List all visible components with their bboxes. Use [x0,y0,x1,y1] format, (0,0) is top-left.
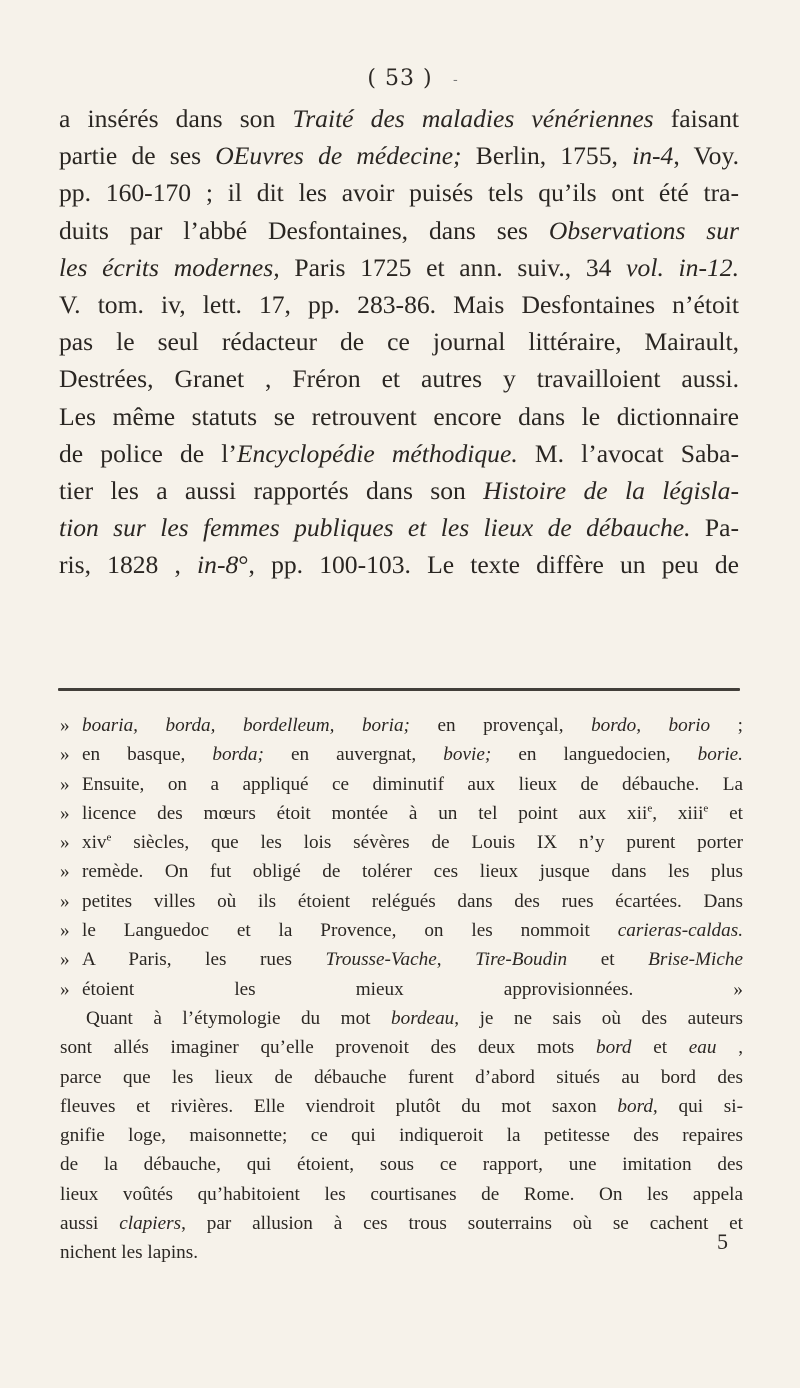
main-text-block [59,100,739,583]
italic-text: borda; [212,744,264,766]
text-run: en auvergnat, [263,744,444,766]
footnote-line [60,740,743,769]
main-text-line [59,286,739,323]
text-run: lieux voûtés qu’habitoient les courtisanes de Rome. On les appela [60,1183,743,1205]
text-run: , par allusion à ces trous souterrains où se cachent et [181,1213,743,1235]
quote-mark: » [60,861,70,883]
italic-text: borie. [697,744,743,766]
main-text-line [59,137,739,174]
text-run: V. tom. iv, lett. 17, pp. 283-86. Mais Desfontaines n’étoit [59,289,739,319]
footnote-line [60,1004,743,1033]
main-text-line [59,174,739,211]
italic-text: Traité des maladies vénériennes [292,104,654,133]
footnote-separator-rule [58,688,740,691]
text-run: Les même statuts se retrouvent encore dans le dictionnaire [59,401,739,431]
page-header [0,66,800,91]
footnote-block [60,711,743,1268]
text-run: Pa- [690,513,740,543]
italic-text: Brise-Miche [648,949,743,971]
italic-text: in-8 [197,550,239,580]
footnote-line [60,1121,743,1150]
text-run: nichent les lapins. [60,1242,199,1264]
footnote-line [60,828,743,857]
text-run: , je ne sais où des auteurs [454,1007,743,1029]
main-text-line [59,323,739,360]
page-number: ( 53 ) [367,66,433,91]
main-text-line [59,509,739,546]
text-run: partie de ses [59,141,216,171]
footnote-line [60,975,743,1004]
text-run: faisant [653,104,739,133]
text-run: Destrées, Granet , Fréron et autres y travailloient aussi. [59,364,739,394]
main-text-line [59,360,739,397]
italic-text: clapiers [119,1213,182,1235]
text-run: pas le seul rédacteur de ce journal littéraire, Mairault, [59,327,739,357]
text-run: et [567,949,649,971]
text-run: a insérés dans son [59,104,293,133]
text-run: et [708,802,743,824]
quote-mark: » [60,773,70,795]
italic-text: tion sur les femmes publiques et les lieux de débauche. [59,513,691,543]
text-run: gnifie loge, maisonnette; ce qui indiqueroit la petitesse des repaires [60,1125,743,1147]
text-run: en languedocien, [491,744,698,766]
italic-text: Tire-Boudin [475,949,568,971]
text-run: petites villes où ils étoient relégués dans des rues écartées. Dans [82,890,743,912]
text-run: en provençal, [409,715,592,736]
text-run: ris, 1828 , [59,550,198,580]
footnote-line [60,1033,743,1062]
text-run: °, pp. 100-103. Le texte diffère un peu de [238,550,739,580]
italic-text: Observations sur [548,215,739,245]
footnote-line [60,1209,743,1238]
italic-text: carieras-caldas. [617,920,743,942]
text-run: parce que les lieux de débauche furent d’abord situés au bord des [60,1066,743,1088]
quote-mark: » [60,744,70,766]
italic-text: Histoire de la législa- [483,475,739,505]
italic-text: bord, [617,1095,658,1117]
text-run: fleuves et rivières. Elle viendroit plutôt du mot saxon [60,1095,618,1117]
quote-mark: » [60,949,70,971]
italic-text: les écrits modernes, [59,252,280,282]
text-run: , [716,1037,743,1059]
main-text-line [59,100,739,137]
main-text-line [59,472,739,509]
signature-mark: 5 [717,1229,728,1254]
text-run: Berlin, 1755, [461,141,633,171]
main-text-line [59,249,739,286]
italic-text: Trousse-Vache [325,949,437,971]
text-run: xiv [82,832,107,854]
text-run: , Voy. [673,141,739,171]
quote-mark: » [60,832,70,854]
footnote-line [60,916,743,945]
footnote-line [60,1063,743,1092]
text-run: , [436,949,476,971]
footnote-line [60,1238,743,1267]
main-text-line [59,435,739,472]
text-run: Paris 1725 et ann. suiv., 34 [279,252,627,282]
footnote-line [60,711,743,740]
text-run: aussi [60,1213,120,1235]
text-run: étoient les mieux approvisionnées. » [82,978,743,1000]
text-run: ; [710,715,743,736]
footnote-line [60,857,743,886]
main-text-line [59,546,739,583]
text-run: A Paris, les rues [82,949,326,971]
footnote-line [60,1092,743,1121]
italic-text: bordeau [391,1007,455,1029]
text-run: Ensuite, on a appliqué ce diminutif aux lieux de débauche. La [82,773,743,795]
text-run: , xiii [652,802,704,824]
text-run: licence des mœurs étoit montée à un tel point aux xii [82,802,648,824]
italic-text: bordo, borio [591,715,711,736]
superscript: e [106,831,112,844]
quote-mark: » [60,920,70,942]
text-run: de la débauche, qui étoient, sous ce rapport, une imitation des [60,1154,743,1176]
text-run: pp. 160-170 ; il dit les avoir puisés tels qu’ils ont été tra- [59,178,739,208]
italic-text: eau [688,1037,717,1059]
quote-mark: » [60,978,70,1000]
italic-text: bord [595,1037,632,1059]
text-run: M. l’avocat Saba- [517,438,739,468]
text-run: et [631,1037,689,1059]
text-run: remède. On fut obligé de tolérer ces lieux jusque dans les plus [82,861,743,883]
footnote-line [60,887,743,916]
italic-text: bovie; [443,744,492,766]
text-run: siècles, que les lois sévères de Louis IX n’y purent porter [111,832,743,854]
footnote-line [60,1150,743,1179]
text-run: sont allés imaginer qu’elle provenoit des deux mots [60,1037,596,1059]
footnote-line [60,770,743,799]
quote-mark: » [60,890,70,912]
header-dash: - [453,72,459,88]
text-run: en basque, [82,744,213,766]
footnote-line [60,945,743,974]
superscript: e [703,802,709,815]
footnote-line [60,799,743,828]
italic-text: vol. in-12. [626,252,739,282]
main-text-line [59,212,739,249]
quote-mark: » [60,802,70,824]
superscript: e [647,802,653,815]
text-run: qui si- [657,1095,743,1117]
italic-text: OEuvres de médecine; [215,141,462,171]
quote-mark: » [60,715,70,736]
text-run: le Languedoc et la Provence, on les nommoit [82,920,618,942]
footnote-line [60,1180,743,1209]
text-run: de police de l’ [59,438,237,468]
text-run: tier les a aussi rapportés dans son [59,475,484,505]
text-run: Quant à l’étymologie du mot [86,1007,392,1029]
italic-text: boaria, borda, bordelleum, boria; [82,715,410,736]
main-text-line [59,398,739,435]
italic-text: in-4 [632,141,674,171]
text-run: duits par l’abbé Desfontaines, dans ses [59,215,549,245]
italic-text: Encyclopédie méthodique. [236,438,518,468]
